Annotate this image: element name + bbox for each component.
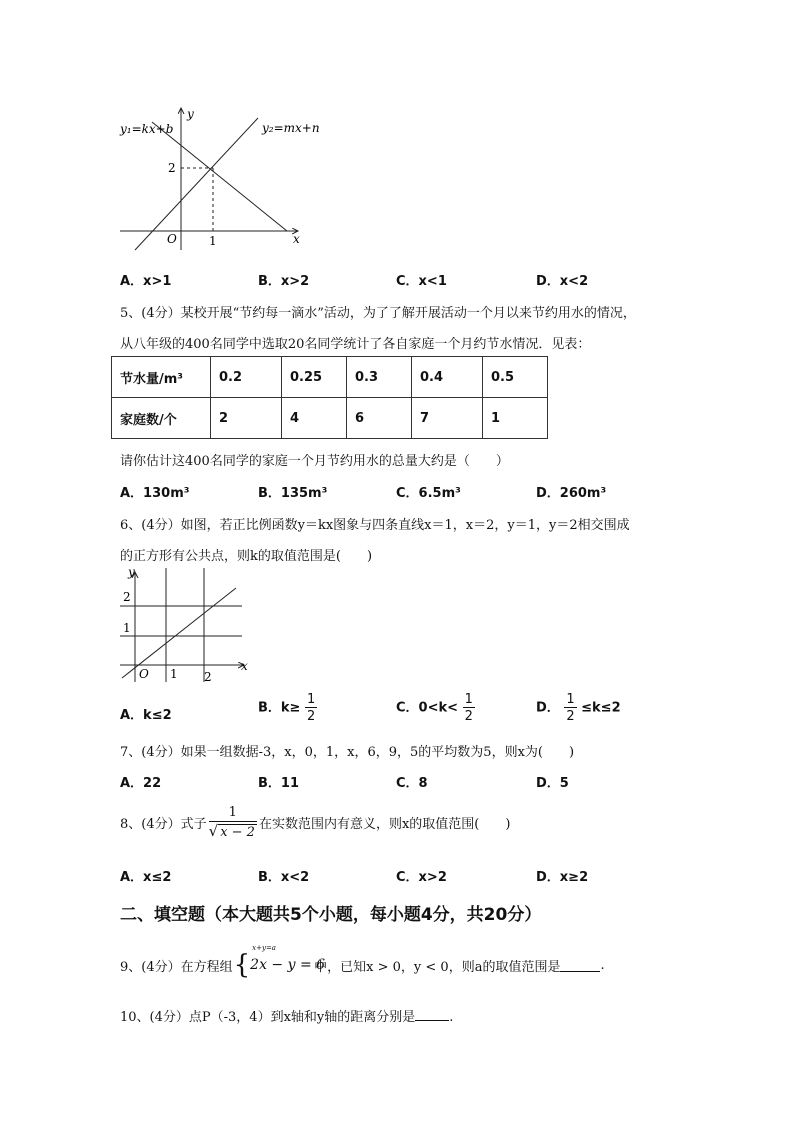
origin-label: O <box>167 232 177 246</box>
tick-y-2: 2 <box>168 161 176 175</box>
table-cell: 家庭数/个 <box>112 398 211 439</box>
x-axis-label: x <box>293 232 300 246</box>
q5-option-d[interactable]: D．260m³ <box>536 486 607 501</box>
option-prefix: B．k≥ <box>258 700 301 716</box>
q7-option-a[interactable]: A．22 <box>120 776 162 791</box>
equation-2: 2x − y = 6 <box>250 957 326 973</box>
fraction-numerator: 1 <box>464 692 473 707</box>
option-suffix: ≤k≤2 <box>581 700 621 716</box>
equation-1: x+y=a <box>252 944 276 952</box>
q8-suffix: 在实数范围内有意义，则x的取值范围( ) <box>258 817 511 832</box>
fraction-denominator: √ x − 2 <box>208 822 255 840</box>
fraction-numerator: 1 <box>306 692 316 707</box>
table-cell: 1 <box>483 398 548 439</box>
q9-middle: 中，已知x > 0，y < 0，则a的取值范围是 <box>314 959 561 975</box>
table-cell: 0.25 <box>282 357 347 398</box>
q6-option-d[interactable] <box>536 693 621 723</box>
table-cell: 0.5 <box>483 357 548 398</box>
tick-y-2: 2 <box>123 590 131 604</box>
x-axis-label: x <box>241 659 248 673</box>
q6-option-b[interactable] <box>258 693 317 723</box>
answer-blank[interactable] <box>560 959 600 972</box>
origin-label: O <box>139 667 149 681</box>
fraction-numerator: 1 <box>209 806 257 822</box>
fraction <box>463 693 475 723</box>
q5-table <box>111 356 548 439</box>
q9-end: . <box>600 957 605 973</box>
q10-prefix: 10、(4分）点P（-3，4）到x轴和y轴的距离分别是 <box>120 1010 416 1025</box>
line-y2 <box>152 122 287 231</box>
table-cell: 4 <box>282 398 347 439</box>
tick-y-1: 1 <box>123 621 131 635</box>
table-cell: 0.4 <box>412 357 483 398</box>
q4-option-a[interactable]: A．x>1 <box>120 274 172 289</box>
q8-option-a[interactable]: A．x≤2 <box>120 870 172 885</box>
q6-text-line1: 6、(4分）如图，若正比例函数y＝kx图象与四条直线x＝1，x＝2，y＝1，y＝2相交围成 <box>120 518 630 533</box>
table-cell: 6 <box>347 398 412 439</box>
table-cell: 7 <box>412 398 483 439</box>
fraction-denominator: 2 <box>464 709 473 724</box>
fraction-numerator: 1 <box>566 692 575 707</box>
q6-option-a[interactable]: A．k≤2 <box>120 708 172 723</box>
table-row <box>112 398 548 439</box>
q8-option-d[interactable]: D．x≥2 <box>536 870 589 885</box>
line1-label: y₁=kx+b <box>120 122 174 136</box>
fraction <box>305 693 317 723</box>
table-cell: 节水量/m³ <box>112 357 211 398</box>
q5-option-a[interactable]: A．130m³ <box>120 486 190 501</box>
q7-text: 7、(4分）如果一组数据-3，x，0，1，x，6，9，5的平均数为5，则x为( ) <box>120 745 575 760</box>
fraction-denominator: 2 <box>306 709 316 724</box>
q4-option-c[interactable]: C．x<1 <box>396 274 447 289</box>
q4-graph <box>112 100 320 252</box>
q8-text <box>120 806 510 839</box>
y-axis-label: y <box>128 565 135 579</box>
q5-option-b[interactable]: B．135m³ <box>258 486 328 501</box>
q7-option-b[interactable]: B．11 <box>258 776 299 791</box>
table-cell: 2 <box>211 398 282 439</box>
q4-option-d[interactable]: D．x<2 <box>536 274 589 289</box>
fraction-denominator: 2 <box>566 709 575 724</box>
q9-text <box>120 944 605 980</box>
fraction <box>564 693 576 723</box>
tick-x-1: 1 <box>209 234 217 248</box>
line-y1 <box>135 118 258 250</box>
q7-option-d[interactable]: D．5 <box>536 776 569 791</box>
tick-x-1: 1 <box>170 667 178 681</box>
q8-prefix: 8、(4分）式子 <box>120 817 207 832</box>
q8-option-b[interactable]: B．x<2 <box>258 870 310 885</box>
q8-fraction <box>209 806 257 839</box>
y-axis-label: y <box>187 107 194 121</box>
q5-question: 请你估计这400名同学的家庭一个月节约用水的总量大约是（ ） <box>120 454 509 469</box>
q6-text-line2: 的正方形有公共点，则k的取值范围是( ) <box>120 549 373 564</box>
tick-x-2: 2 <box>204 670 212 684</box>
q8-option-c[interactable]: C．x>2 <box>396 870 447 885</box>
q7-option-c[interactable]: C．8 <box>396 776 428 791</box>
brace-icon: { <box>233 950 251 980</box>
table-cell: 0.3 <box>347 357 412 398</box>
option-prefix: D． <box>536 700 560 716</box>
line2-label: y₂=mx+n <box>262 121 320 135</box>
q6-option-c[interactable] <box>396 693 475 723</box>
q10-text <box>120 1006 453 1025</box>
answer-blank[interactable] <box>415 1008 449 1021</box>
q4-option-b[interactable]: B．x>2 <box>258 274 310 289</box>
table-row <box>112 357 548 398</box>
q10-end: . <box>449 1010 454 1025</box>
table-cell: 0.2 <box>211 357 282 398</box>
q9-prefix: 9、(4分）在方程组 <box>120 959 233 975</box>
q6-graph <box>114 564 254 686</box>
option-prefix: C．0<k< <box>396 700 459 716</box>
q5-text-line1: 5、(4分）某校开展“节约每一滴水”活动，为了了解开展活动一个月以来节约用水的情况， <box>120 306 636 321</box>
q5-option-c[interactable]: C．6.5m³ <box>396 486 461 501</box>
q5-text-line2: 从八年级的400名同学中选取20名同学统计了各自家庭一个月约节水情况．见表： <box>120 337 591 352</box>
section-title: 二、填空题（本大题共5个小题，每小题4分，共20分） <box>120 905 542 925</box>
equation-system <box>250 944 326 975</box>
